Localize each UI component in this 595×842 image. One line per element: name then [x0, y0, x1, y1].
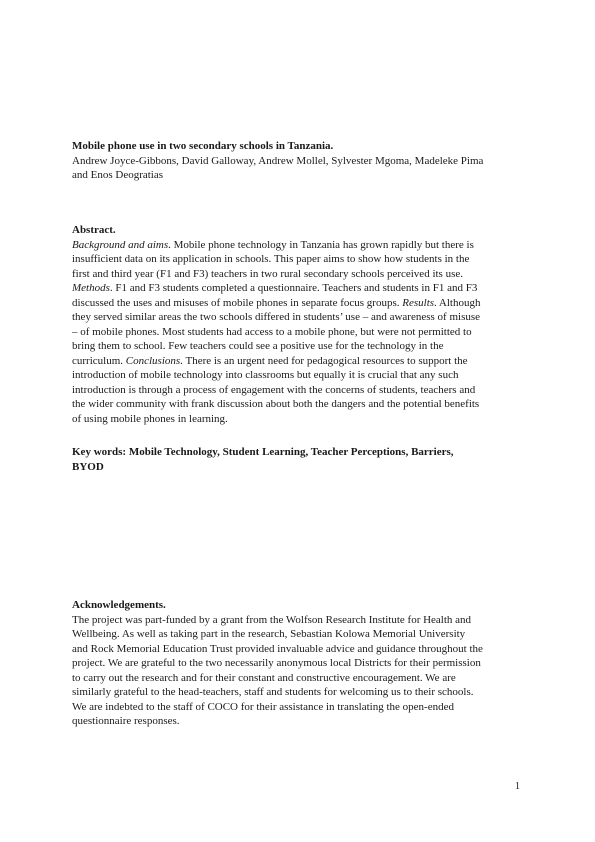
page-number: 1 — [515, 781, 520, 792]
abstract-line: of using mobile phones in learning. — [72, 412, 228, 425]
abstract-line: introduction is through a process of engagement with the concerns of students, teachers and — [72, 383, 476, 396]
authors-line-1: Andrew Joyce-Gibbons, David Galloway, Andrew Mollel, Sylvester Mgoma, Madeleke Pima — [72, 154, 484, 167]
acknowledgements-line: to carry out the research and for their constant and constructive encouragement. We are — [72, 671, 456, 684]
abstract-line: bring them to school. Few teachers could see a positive use for the technology in the — [72, 340, 444, 352]
abstract-line: introduction of mobile technology into classrooms but equally it is crucial that any such — [72, 369, 459, 381]
abstract-text: discussed the uses and misuses of mobile phones in separate focus groups. — [72, 296, 403, 309]
abstract-text: . F1 and F3 students completed a questionnaire. Teachers and students in F1 and F3 — [109, 282, 478, 294]
abstract-line — [72, 238, 524, 253]
abstract-line — [72, 281, 524, 296]
acknowledgements-line: The project was part-funded by a grant from the Wolfson Research Institute for Health and — [72, 613, 472, 626]
abstract-heading: Abstract. — [72, 224, 116, 236]
authors-line-2: and Enos Deogratias — [72, 169, 164, 181]
keywords-line-1: Key words: Mobile Technology, Student Learning, Teacher Perceptions, Barriers, — [72, 446, 454, 458]
acknowledgements-section — [72, 598, 524, 729]
keywords-line-2: BYOD — [72, 460, 104, 473]
conclusions-label: Conclusions — [125, 354, 181, 367]
abstract-line: they served similar areas the two schools differed in students’ use – and awareness of misuse — [72, 311, 481, 323]
acknowledgements-line: similarly grateful to the head-teachers, staff and students for welcoming us to their schools. — [72, 686, 474, 698]
abstract-section — [72, 223, 524, 426]
abstract-text: . Although — [434, 296, 481, 309]
abstract-line: first and third year (F1 and F3) teachers in two rural secondary schools perceived its use. — [72, 267, 463, 280]
abstract-line — [72, 296, 524, 311]
keywords-section — [72, 445, 512, 474]
title-block — [72, 139, 524, 183]
acknowledgements-line: questionnaire responses. — [72, 715, 180, 727]
acknowledgements-line: We are indebted to the staff of COCO for their assistance in translating the open-ended — [72, 700, 454, 713]
paper-title: Mobile phone use in two secondary schools in Tanzania. — [72, 140, 334, 152]
abstract-line: insufficient data on its application in schools. This paper aims to show how students in the — [72, 253, 470, 265]
abstract-text: . There is an urgent need for pedagogical resources to support the — [180, 354, 468, 367]
acknowledgements-line: Wellbeing. As well as taking part in the research, Sebastian Kolowa Memorial University — [72, 628, 466, 640]
abstract-line — [72, 354, 524, 369]
abstract-text: curriculum. — [72, 354, 126, 367]
acknowledgements-line: project. We are grateful to the two necessarily anonymous local Districts for their permission — [72, 657, 481, 669]
background-label: Background and aims — [72, 238, 169, 251]
abstract-text: . Mobile phone technology in Tanzania has grown rapidly but there is — [168, 238, 474, 251]
abstract-line: – of mobile phones. Most students had access to a mobile phone, but were not permitted to — [72, 325, 472, 338]
methods-label: Methods — [72, 282, 110, 294]
acknowledgements-heading: Acknowledgements. — [72, 599, 166, 611]
acknowledgements-line: and Rock Memorial Education Trust provided invaluable advice and guidance throughout the — [72, 642, 483, 655]
results-label: Results — [402, 296, 435, 309]
abstract-line: the wider community with frank discussion about both the dangers and the potential benefits — [72, 398, 480, 410]
